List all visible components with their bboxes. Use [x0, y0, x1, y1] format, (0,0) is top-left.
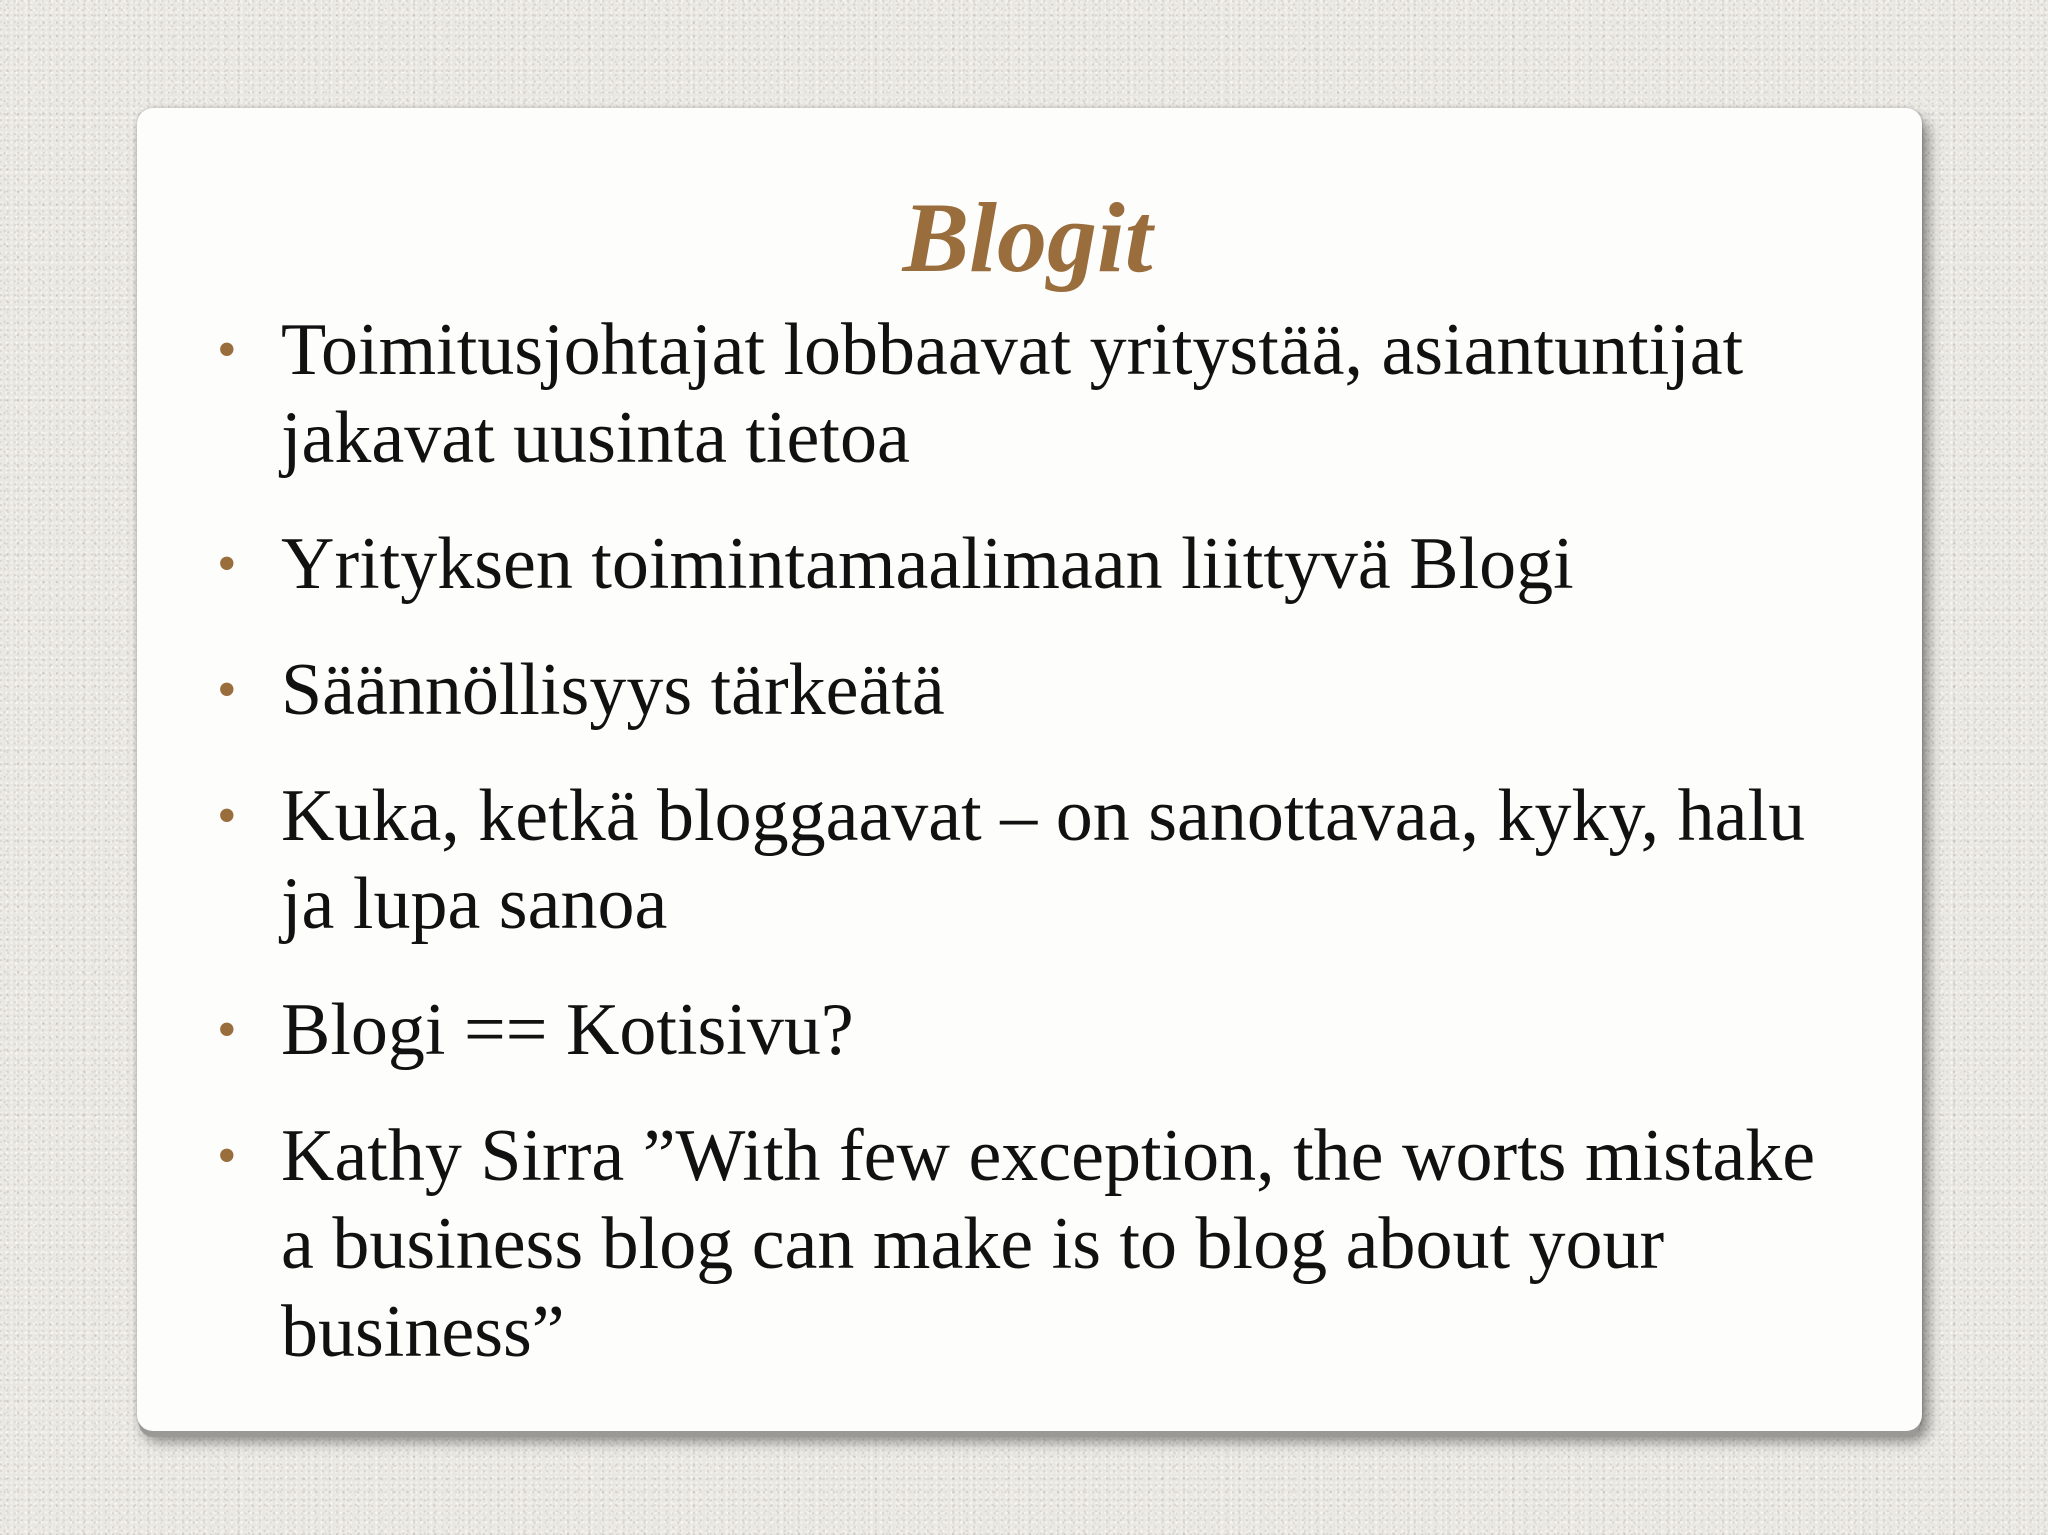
bullet-icon: • [217, 659, 237, 721]
bullet-icon: • [217, 533, 237, 595]
list-item [217, 986, 1862, 1074]
bullet-text: Toimitusjohtajat lobbaavat yritystää, asiantuntijat jakavat uusinta tietoa [281, 309, 1744, 479]
bullet-text: Kathy Sirra ”With few exception, the worts mistake a business blog can make is to blog about your business” [281, 1115, 1816, 1373]
bullet-list [217, 306, 1862, 1414]
list-item [217, 646, 1862, 734]
list-item [217, 306, 1862, 482]
bullet-icon: • [217, 785, 237, 847]
list-item [217, 520, 1862, 608]
list-item [217, 772, 1862, 948]
list-item [217, 1112, 1862, 1376]
bullet-icon: • [217, 319, 237, 381]
bullet-icon: • [217, 1125, 237, 1187]
slide-card [137, 108, 1922, 1431]
bullet-text: Yrityksen toimintamaalimaan liittyvä Blogi [281, 523, 1574, 605]
bullet-icon: • [217, 999, 237, 1061]
slide-title: Blogit [902, 182, 1153, 293]
bullet-text: Blogi == Kotisivu? [281, 989, 854, 1071]
bullet-text: Säännöllisyys tärkeätä [281, 649, 945, 731]
bullet-text: Kuka, ketkä bloggaavat – on sanottavaa, kyky, halu ja lupa sanoa [281, 775, 1806, 945]
